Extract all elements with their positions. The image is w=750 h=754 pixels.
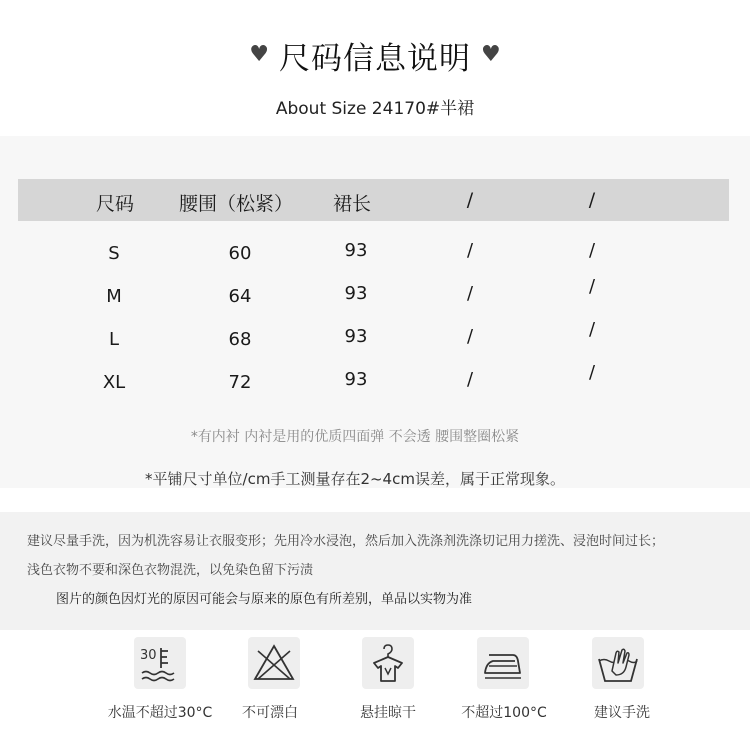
hang-dry-label: 悬挂晾干 (360, 705, 416, 721)
lining-note: *有内衬 内衬是用的优质四面弹 不会透 腰围整圈松紧 (190, 429, 520, 445)
care-text-line: 建议尽量手洗，因为机洗容易让衣服变形；先用冷水浸泡，然后加入洗涤剂洗涤切记用力搓洗、浸泡时间过长； (27, 534, 665, 549)
do-not-bleach-icon (248, 637, 300, 689)
cell-col4: / (466, 369, 474, 390)
cell-length: 93 (344, 326, 368, 347)
header-col5: / (588, 189, 596, 211)
cell-waist: 72 (228, 372, 252, 393)
hang-dry-icon (362, 637, 414, 689)
measurement-note: *平铺尺寸单位/cm手工测量存在2~4cm误差，属于正常现象。 (145, 470, 565, 488)
do-not-bleach-label: 不可漂白 (242, 705, 298, 721)
page-title-row (0, 30, 750, 80)
iron-icon (477, 637, 529, 689)
cell-col5: / (588, 276, 596, 297)
cell-length: 93 (344, 369, 368, 390)
color-disclaimer: 图片的颜色因灯光的原因可能会与原来的原色有所差别，单品以实物为准 (56, 592, 473, 607)
header-col4: / (466, 189, 474, 211)
hand-wash-label: 建议手洗 (594, 705, 650, 721)
cell-col4: / (466, 240, 474, 261)
cell-col5: / (588, 319, 596, 340)
header-length: 裙长 (332, 193, 372, 215)
cell-waist: 60 (228, 243, 252, 264)
hand-wash-icon (592, 637, 644, 689)
heart-icon: ♥ (481, 42, 501, 67)
cell-col5: / (588, 240, 596, 261)
care-instructions-panel (0, 512, 750, 630)
cell-waist: 68 (228, 329, 252, 350)
table-header-row (18, 179, 729, 221)
cell-size: S (108, 243, 120, 264)
header-waist: 腰围（松紧） (178, 193, 294, 215)
svg-text:30: 30 (140, 648, 157, 663)
size-table-panel (0, 136, 750, 488)
cell-size: XL (102, 372, 126, 393)
cell-size: M (106, 286, 122, 307)
water-temperature-icon (134, 637, 186, 689)
water-temperature-label: 水温不超过30°C (107, 705, 213, 721)
cell-waist: 64 (228, 286, 252, 307)
page-title: 尺码信息说明 (279, 40, 471, 77)
header-size: 尺码 (95, 193, 135, 215)
cell-col4: / (466, 283, 474, 304)
iron-label: 不超过100°C (461, 705, 547, 721)
cell-col4: / (466, 326, 474, 347)
cell-size: L (108, 329, 120, 350)
cell-length: 93 (344, 283, 368, 304)
cell-col5: / (588, 362, 596, 383)
care-text-line: 浅色衣物不要和深色衣物混洗，以免染色留下污渍 (27, 563, 314, 578)
page-subtitle: About Size 24170#半裙 (275, 99, 475, 119)
heart-icon: ♥ (249, 42, 269, 67)
cell-length: 93 (344, 240, 368, 261)
